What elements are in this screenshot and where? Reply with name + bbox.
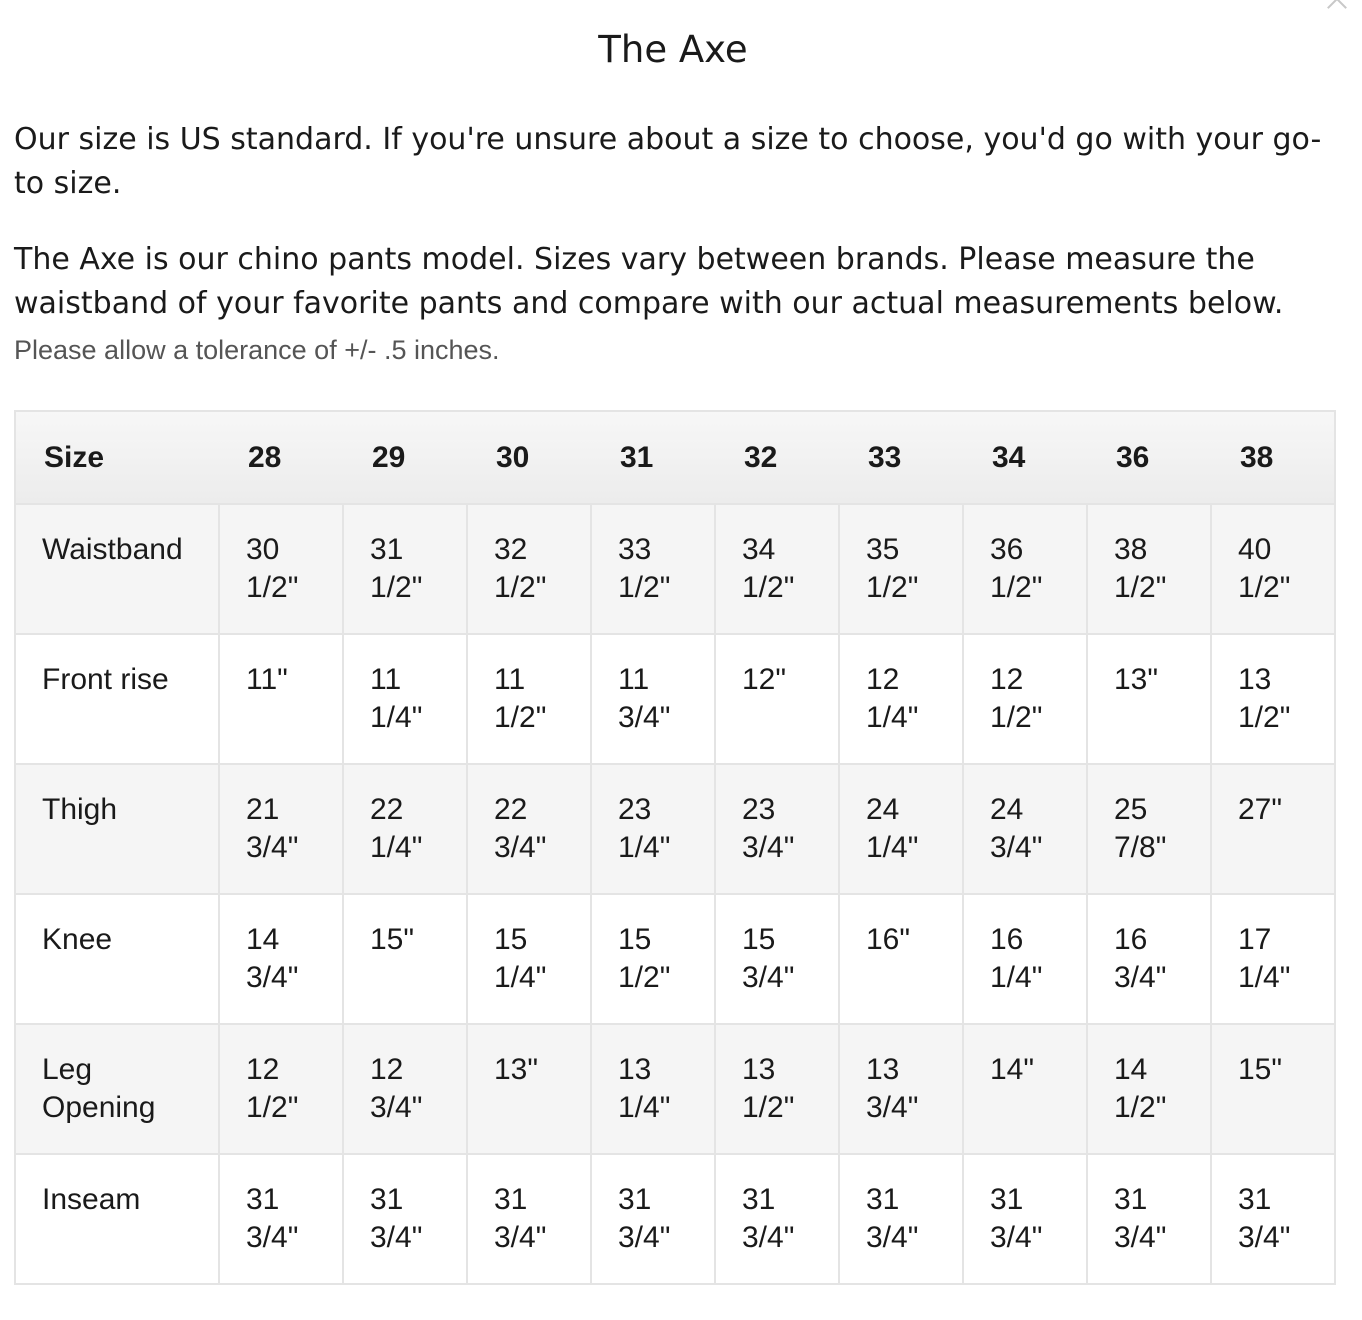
cell-value: 27" [1238, 793, 1283, 826]
table-cell [715, 1024, 839, 1154]
table-cell [1211, 764, 1335, 894]
table-cell [1087, 1024, 1211, 1154]
table-row [15, 764, 1335, 894]
header-size-28: 28 [219, 411, 343, 504]
row-label-text: Waistband [42, 533, 183, 566]
header-size-29: 29 [343, 411, 467, 504]
table-cell [839, 1024, 963, 1154]
table-row [15, 1154, 1335, 1284]
cell-value: 22 3/4" [494, 793, 547, 864]
cell-value: 12 1/2" [990, 663, 1043, 734]
table-cell [219, 1024, 343, 1154]
model-paragraph: The Axe is our chino pants model. Sizes vary between brands. Please measure the waistband of your favorite pants and compare with our actual measurements below. [14, 242, 1284, 321]
table-cell [1087, 1154, 1211, 1284]
cell-value: 38 1/2" [1114, 533, 1167, 604]
table-cell [343, 1154, 467, 1284]
cell-value: 23 3/4" [742, 793, 795, 864]
table-cell [591, 634, 715, 764]
cell-value: 31 3/4" [990, 1183, 1043, 1254]
row-label [15, 634, 219, 764]
table-cell [219, 504, 343, 634]
cell-value: 14 3/4" [246, 923, 299, 994]
table-cell [1211, 894, 1335, 1024]
table-cell [343, 894, 467, 1024]
table-cell [715, 1154, 839, 1284]
tolerance-note: Please allow a tolerance of +/- .5 inches. [14, 335, 500, 365]
cell-value: 31 3/4" [866, 1183, 919, 1254]
header-size-34: 34 [963, 411, 1087, 504]
cell-value: 11 3/4" [618, 663, 671, 734]
table-cell [715, 764, 839, 894]
cell-value: 15" [370, 923, 415, 956]
row-label-text: Knee [42, 923, 113, 956]
cell-value: 11 1/2" [494, 663, 547, 734]
table-cell [715, 894, 839, 1024]
cell-value: 34 1/2" [742, 533, 795, 604]
header-size-33: 33 [839, 411, 963, 504]
table-row [15, 634, 1335, 764]
table-cell [1211, 504, 1335, 634]
cell-value: 14 1/2" [1114, 1053, 1167, 1124]
table-header-row [15, 411, 1335, 504]
cell-value: 40 1/2" [1238, 533, 1291, 604]
cell-value: 31 3/4" [742, 1183, 795, 1254]
cell-value: 33 1/2" [618, 533, 671, 604]
cell-value: 31 3/4" [618, 1183, 671, 1254]
row-label [15, 764, 219, 894]
table-cell [1087, 504, 1211, 634]
cell-value: 15 3/4" [742, 923, 795, 994]
cell-value: 11" [246, 663, 288, 696]
table-cell [467, 894, 591, 1024]
cell-value: 31 1/2" [370, 533, 423, 604]
cell-value: 13" [1114, 663, 1159, 696]
table-cell [839, 634, 963, 764]
table-cell [963, 634, 1087, 764]
row-label-text: Leg Opening [42, 1053, 156, 1124]
cell-value: 31 3/4" [494, 1183, 547, 1254]
cell-value: 15" [1238, 1053, 1283, 1086]
header-size-38: 38 [1211, 411, 1335, 504]
cell-value: 35 1/2" [866, 533, 919, 604]
table-cell [715, 634, 839, 764]
header-size-31: 31 [591, 411, 715, 504]
cell-value: 30 1/2" [246, 533, 299, 604]
header-size-30: 30 [467, 411, 591, 504]
cell-value: 13 1/2" [742, 1053, 795, 1124]
row-label [15, 894, 219, 1024]
table-cell [591, 764, 715, 894]
cell-value: 13 1/2" [1238, 663, 1291, 734]
table-cell [839, 1154, 963, 1284]
table-cell [839, 894, 963, 1024]
cell-value: 23 1/4" [618, 793, 671, 864]
cell-value: 22 1/4" [370, 793, 423, 864]
cell-value: 31 3/4" [246, 1183, 299, 1254]
table-cell [591, 504, 715, 634]
close-icon[interactable] [1324, 0, 1350, 12]
cell-value: 14" [990, 1053, 1035, 1086]
cell-value: 16 1/4" [990, 923, 1043, 994]
table-cell [1087, 894, 1211, 1024]
row-label-text: Thigh [42, 793, 118, 826]
table-cell [467, 1154, 591, 1284]
cell-value: 15 1/2" [618, 923, 671, 994]
table-cell [591, 1154, 715, 1284]
cell-value: 13 3/4" [866, 1053, 919, 1124]
row-label-text: Inseam [42, 1183, 141, 1216]
page-title: The Axe [598, 28, 748, 71]
size-chart-table [14, 410, 1336, 1285]
cell-value: 31 3/4" [370, 1183, 423, 1254]
table-cell [1211, 634, 1335, 764]
table-cell [963, 1024, 1087, 1154]
row-label [15, 1024, 219, 1154]
table-cell [219, 634, 343, 764]
table-cell [343, 504, 467, 634]
table-cell [219, 764, 343, 894]
cell-value: 12" [742, 663, 787, 696]
table-cell [343, 1024, 467, 1154]
table-cell [963, 1154, 1087, 1284]
cell-value: 11 1/4" [370, 663, 423, 734]
table-row [15, 504, 1335, 634]
table-cell [1087, 634, 1211, 764]
table-cell [467, 764, 591, 894]
table-cell [219, 894, 343, 1024]
header-size-label: Size [15, 411, 219, 504]
table-cell [1211, 1154, 1335, 1284]
table-cell [963, 504, 1087, 634]
table-cell [963, 894, 1087, 1024]
cell-value: 12 3/4" [370, 1053, 423, 1124]
table-cell [591, 1024, 715, 1154]
cell-value: 21 3/4" [246, 793, 299, 864]
table-cell [1211, 1024, 1335, 1154]
table-cell [715, 504, 839, 634]
cell-value: 17 1/4" [1238, 923, 1291, 994]
table-row [15, 1024, 1335, 1154]
table-cell [467, 504, 591, 634]
table-cell [591, 894, 715, 1024]
table-cell [963, 764, 1087, 894]
cell-value: 12 1/4" [866, 663, 919, 734]
table-cell [839, 504, 963, 634]
cell-value: 32 1/2" [494, 533, 547, 604]
header-size-36: 36 [1087, 411, 1211, 504]
cell-value: 16 3/4" [1114, 923, 1167, 994]
cell-value: 12 1/2" [246, 1053, 299, 1124]
cell-value: 31 3/4" [1114, 1183, 1167, 1254]
cell-value: 24 1/4" [866, 793, 919, 864]
row-label-text: Front rise [42, 663, 169, 696]
table-cell [343, 764, 467, 894]
table-row [15, 894, 1335, 1024]
table-cell [839, 764, 963, 894]
cell-value: 25 7/8" [1114, 793, 1167, 864]
row-label [15, 1154, 219, 1284]
cell-value: 13 1/4" [618, 1053, 671, 1124]
cell-value: 24 3/4" [990, 793, 1043, 864]
table-cell [467, 1024, 591, 1154]
cell-value: 13" [494, 1053, 539, 1086]
table-cell [467, 634, 591, 764]
table-cell [1087, 764, 1211, 894]
table-cell [219, 1154, 343, 1284]
cell-value: 31 3/4" [1238, 1183, 1291, 1254]
table-cell [343, 634, 467, 764]
cell-value: 15 1/4" [494, 923, 547, 994]
header-size-32: 32 [715, 411, 839, 504]
intro-paragraph: Our size is US standard. If you're unsure about a size to choose, you'd go with your go-to size. [14, 122, 1322, 201]
cell-value: 16" [866, 923, 911, 956]
row-label [15, 504, 219, 634]
cell-value: 36 1/2" [990, 533, 1043, 604]
